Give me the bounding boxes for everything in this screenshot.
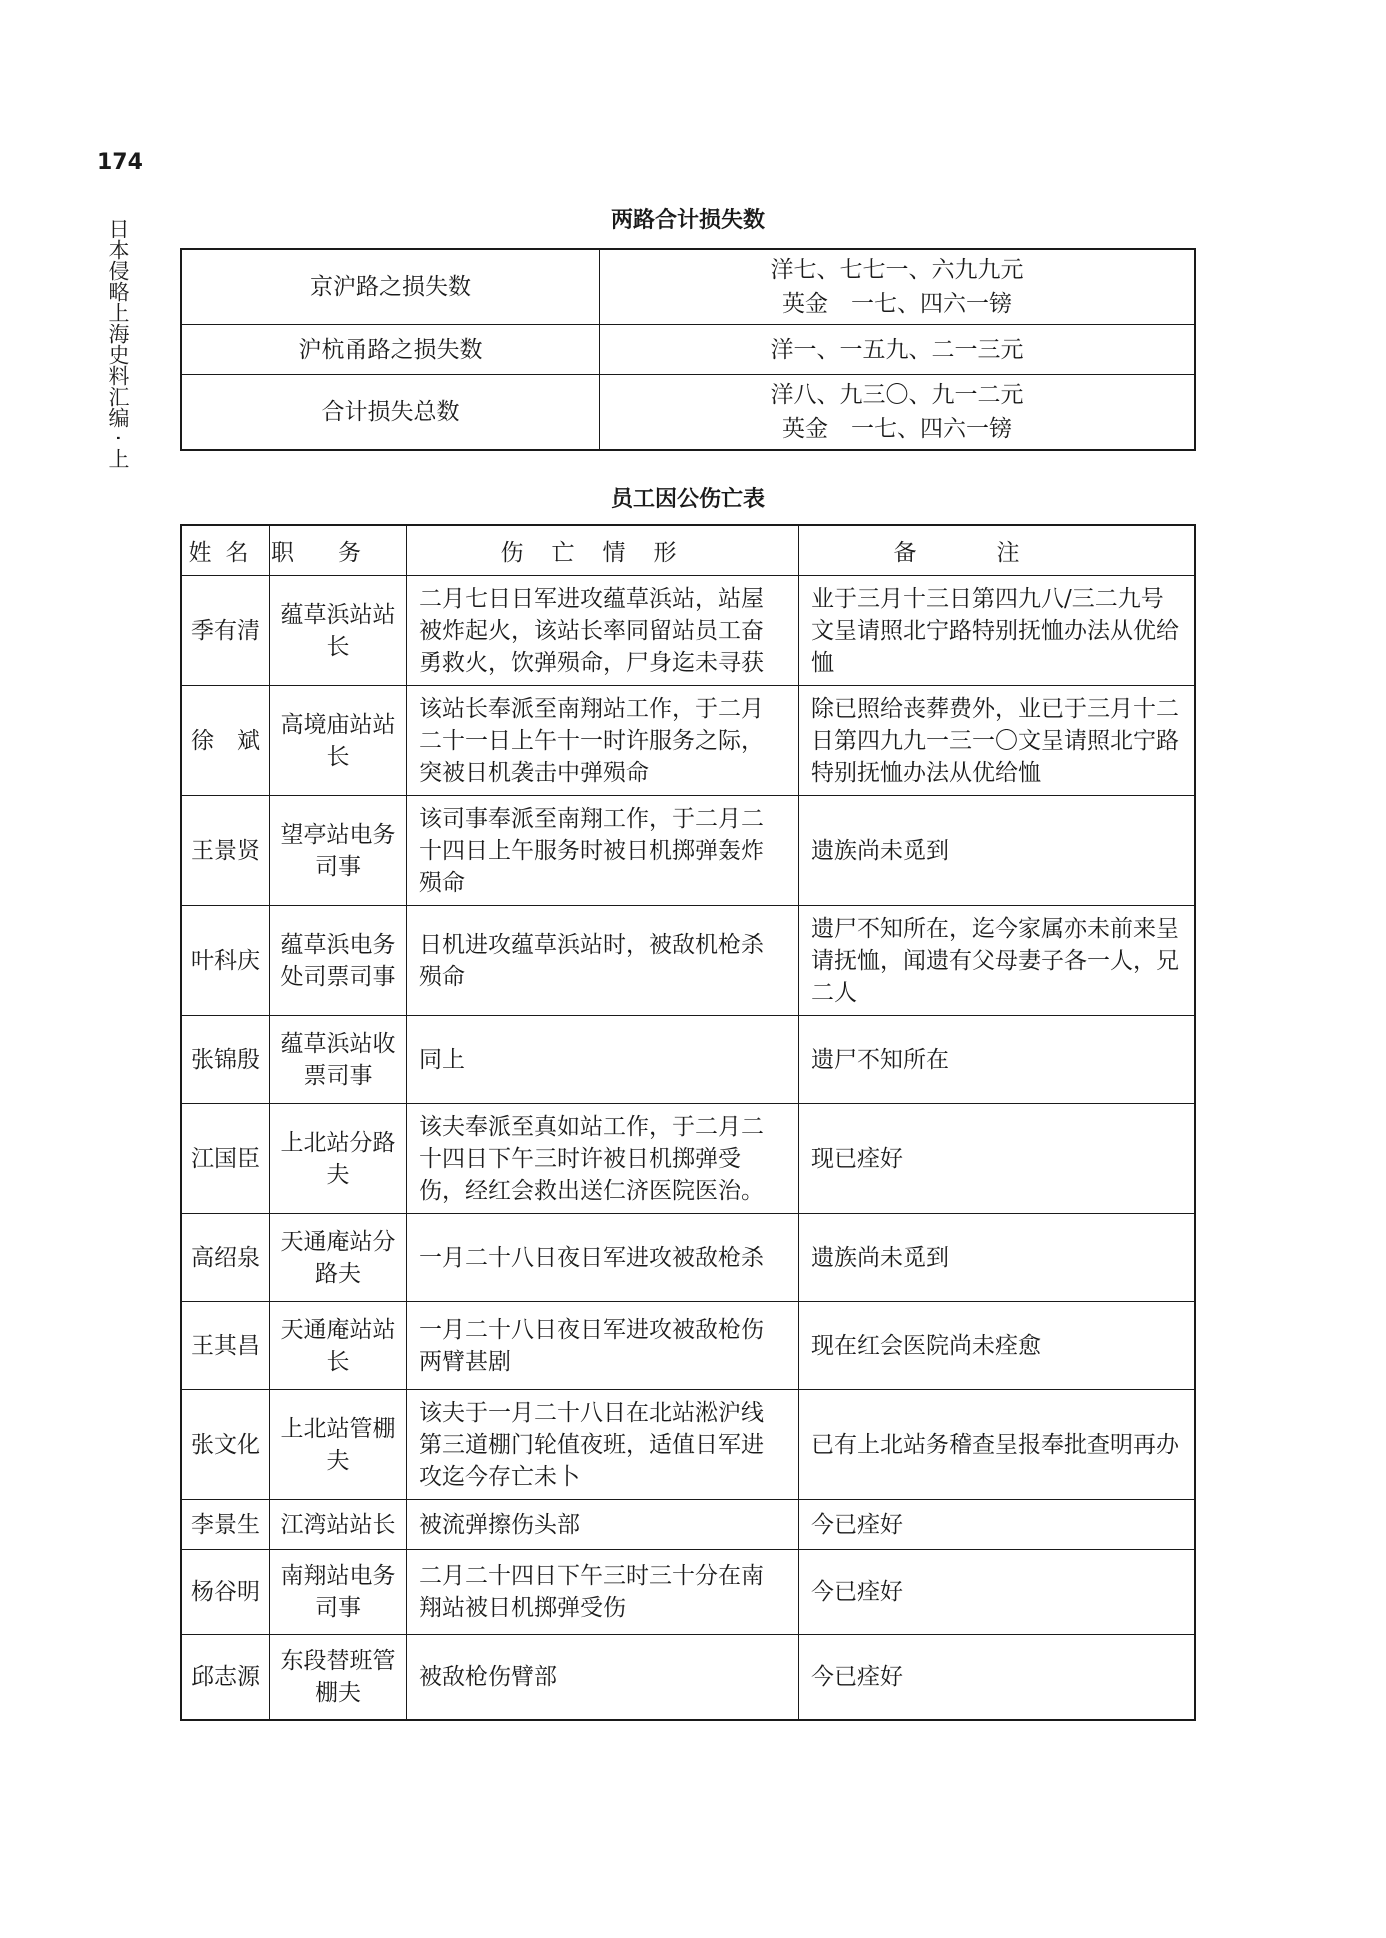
name-cell: 王景贤 — [181, 796, 270, 906]
remarks-cell: 遗尸不知所在 — [799, 1016, 1196, 1104]
situation-cell: 一月二十八日夜日军进攻被敌枪杀 — [407, 1214, 799, 1302]
loss-label: 合计损失总数 — [181, 375, 600, 451]
name-cell: 季有清 — [181, 576, 270, 686]
remarks-cell: 遗族尚未觅到 — [799, 796, 1196, 906]
header-position-label: 职务 — [271, 540, 405, 566]
remarks-cell: 现已痊好 — [799, 1104, 1196, 1214]
name-cell: 徐 斌 — [181, 686, 270, 796]
table-header-row — [181, 525, 1195, 576]
situation-cell: 二月二十四日下午三时三十分在南翔站被日机掷弹受伤 — [407, 1550, 799, 1635]
name-cell: 李景生 — [181, 1500, 270, 1550]
position-cell: 天通庵站站长 — [270, 1302, 407, 1390]
table-row — [181, 1390, 1195, 1500]
situation-cell: 一月二十八日夜日军进攻被敌枪伤两臂甚剧 — [407, 1302, 799, 1390]
position-cell: 上北站分路夫 — [270, 1104, 407, 1214]
loss-amount — [600, 249, 1196, 325]
header-name — [181, 525, 270, 576]
situation-cell: 该夫于一月二十八日在北站淞沪线第三道棚门轮值夜班，适值日军进攻迄今存亡未卜 — [407, 1390, 799, 1500]
header-remarks-label: 备注 — [893, 540, 1100, 566]
amount-line: 洋一、一五九、二一三元 — [770, 336, 1024, 363]
remarks-cell: 今已痊好 — [799, 1635, 1196, 1720]
position-cell: 东段替班管棚夫 — [270, 1635, 407, 1720]
staff-table-title: 员工因公伤亡表 — [610, 487, 765, 512]
table-row — [181, 576, 1195, 686]
table-row — [181, 1635, 1195, 1720]
position-cell: 蕴草浜电务处司票司事 — [270, 906, 407, 1016]
position-cell: 江湾站站长 — [270, 1500, 407, 1550]
name-cell: 张文化 — [181, 1390, 270, 1500]
header-situation — [407, 525, 799, 576]
situation-cell: 该夫奉派至真如站工作，于二月二十四日下午三时许被日机掷弹受伤，经红会救出送仁济医院医治。 — [407, 1104, 799, 1214]
position-cell: 望亭站电务司事 — [270, 796, 407, 906]
header-name-label: 姓名 — [188, 540, 263, 566]
amount-line: 英金 一七、四六一镑 — [782, 416, 1012, 442]
remarks-cell: 现在红会医院尚未痊愈 — [799, 1302, 1196, 1390]
loss-label: 沪杭甬路之损失数 — [181, 325, 600, 375]
situation-cell: 该站长奉派至南翔站工作，于二月二十一日上午十一时许服务之际，突被日机袭击中弹殒命 — [407, 686, 799, 796]
situation-cell: 二月七日日军进攻蕴草浜站，站屋被炸起火，该站长率同留站员工奋勇救火，饮弹殒命，尸身迄未寻获 — [407, 576, 799, 686]
table-row — [181, 686, 1195, 796]
page-number: 174 — [97, 150, 143, 175]
loss-label: 京沪路之损失数 — [181, 249, 600, 325]
name-cell: 江国臣 — [181, 1104, 270, 1214]
header-remarks — [799, 525, 1196, 576]
name-cell: 王其昌 — [181, 1302, 270, 1390]
loss-table — [180, 248, 1196, 451]
table-row — [181, 1302, 1195, 1390]
position-cell: 天通庵站分路夫 — [270, 1214, 407, 1302]
table-row — [181, 249, 1195, 325]
table-row — [181, 1104, 1195, 1214]
table-row — [181, 796, 1195, 906]
header-situation-label: 伤亡情形 — [500, 540, 705, 566]
position-cell: 南翔站电务司事 — [270, 1550, 407, 1635]
table-row — [181, 325, 1195, 375]
amount-line: 洋七、七七一、六九九元 — [770, 257, 1024, 283]
situation-cell: 日机进攻蕴草浜站时，被敌机枪杀殒命 — [407, 906, 799, 1016]
position-cell: 高境庙站站长 — [270, 686, 407, 796]
loss-amount — [600, 325, 1196, 375]
remarks-cell: 遗尸不知所在，迄今家属亦未前来呈请抚恤，闻遗有父母妻子各一人，兄二人 — [799, 906, 1196, 1016]
header-position — [270, 525, 407, 576]
remarks-cell: 除已照给丧葬费外，业已于三月十二日第四九九一三一〇文呈请照北宁路特别抚恤办法从优给恤 — [799, 686, 1196, 796]
staff-casualty-table — [180, 524, 1196, 1721]
table-row — [181, 1016, 1195, 1104]
situation-cell: 该司事奉派至南翔工作，于二月二十四日上午服务时被日机掷弹轰炸殒命 — [407, 796, 799, 906]
remarks-cell: 已有上北站务稽查呈报奉批查明再办 — [799, 1390, 1196, 1500]
amount-line: 英金 一七、四六一镑 — [782, 291, 1012, 317]
situation-cell: 被敌枪伤臂部 — [407, 1635, 799, 1720]
table-row — [181, 1500, 1195, 1550]
position-cell: 蕴草浜站收票司事 — [270, 1016, 407, 1104]
table-row — [181, 906, 1195, 1016]
remarks-cell: 业于三月十三日第四九八/三二九号文呈请照北宁路特别抚恤办法从优给恤 — [799, 576, 1196, 686]
position-cell: 上北站管棚夫 — [270, 1390, 407, 1500]
name-cell: 张锦殷 — [181, 1016, 270, 1104]
table-row — [181, 1214, 1195, 1302]
amount-line: 洋八、九三〇、九一二元 — [770, 382, 1024, 408]
position-cell: 蕴草浜站站长 — [270, 576, 407, 686]
name-cell: 杨谷明 — [181, 1550, 270, 1635]
loss-table-title: 两路合计损失数 — [610, 208, 765, 233]
loss-amount — [600, 375, 1196, 451]
remarks-cell: 遗族尚未觅到 — [799, 1214, 1196, 1302]
name-cell: 高绍泉 — [181, 1214, 270, 1302]
name-cell: 邱志源 — [181, 1635, 270, 1720]
table-row — [181, 375, 1195, 451]
remarks-cell: 今已痊好 — [799, 1550, 1196, 1635]
remarks-cell: 今已痊好 — [799, 1500, 1196, 1550]
situation-cell: 同上 — [407, 1016, 799, 1104]
name-cell: 叶科庆 — [181, 906, 270, 1016]
situation-cell: 被流弹擦伤头部 — [407, 1500, 799, 1550]
table-row — [181, 1550, 1195, 1635]
running-title: 日本侵略上海史料汇编 · 上 — [106, 218, 130, 470]
staff-table-body — [181, 576, 1195, 1720]
